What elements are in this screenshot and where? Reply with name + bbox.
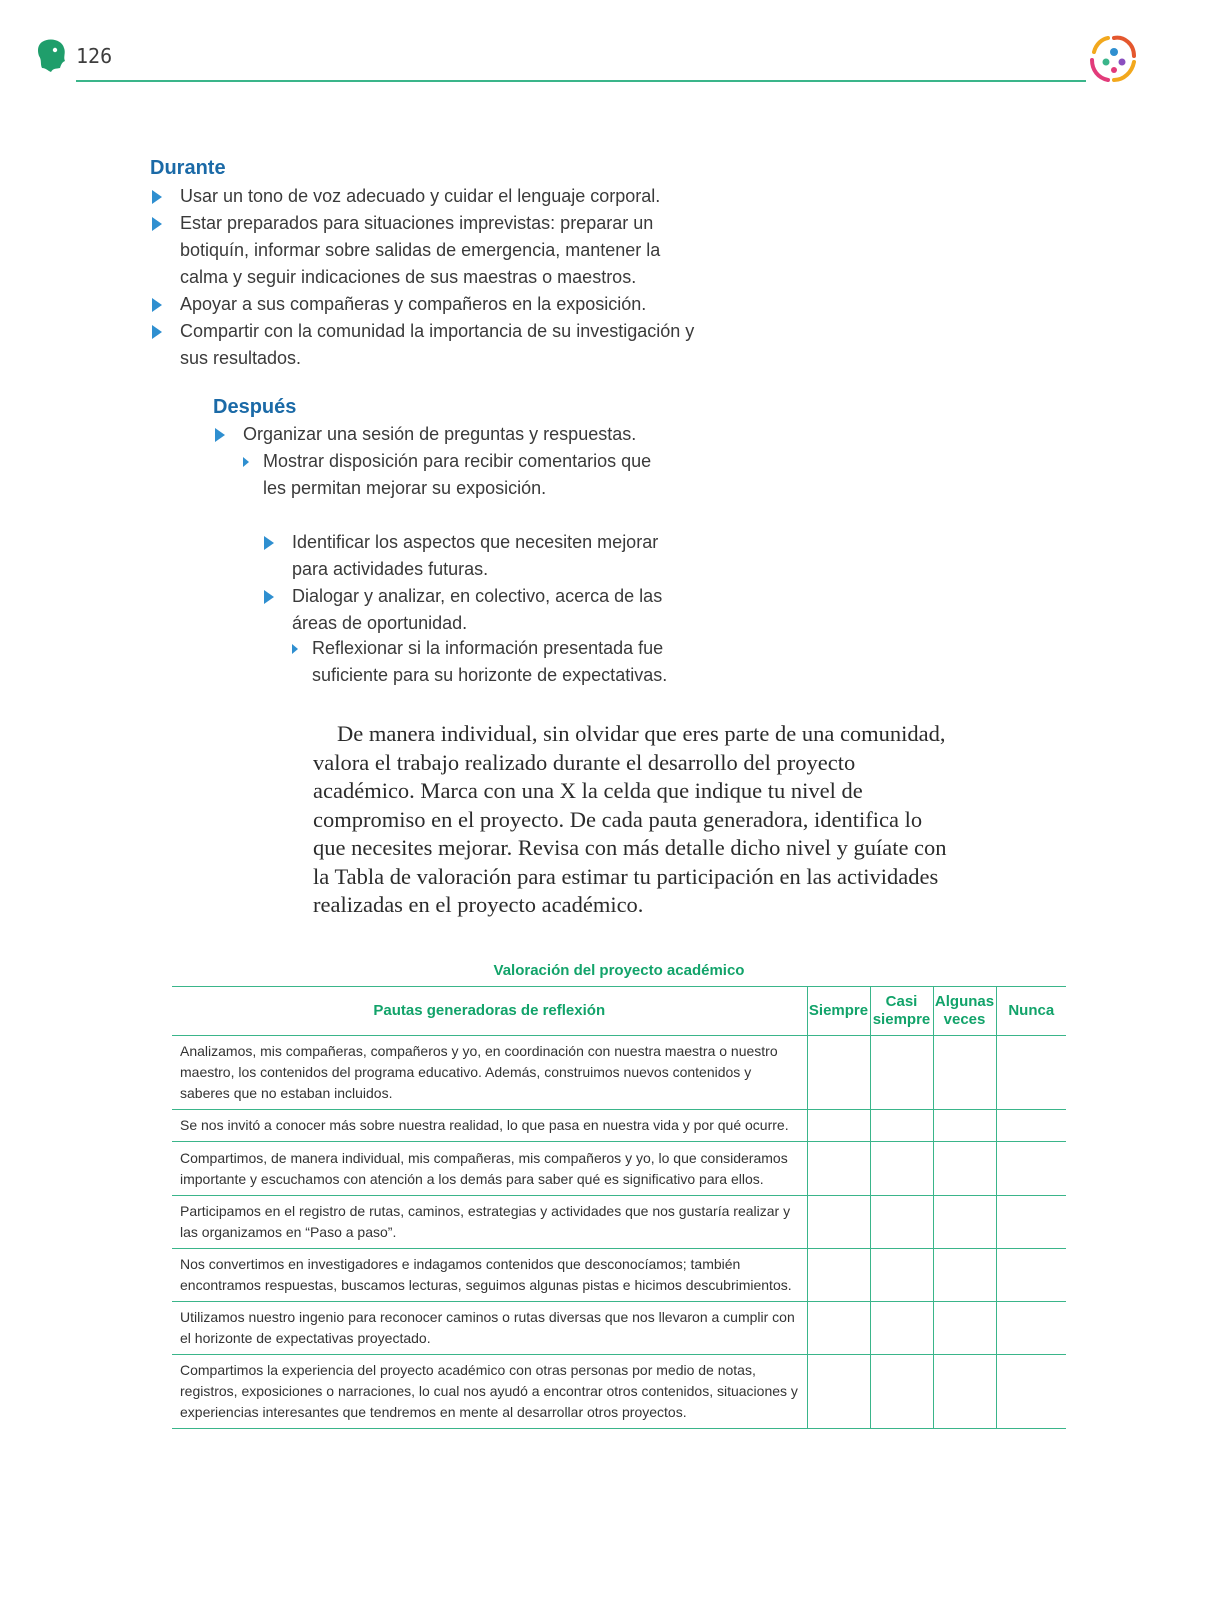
mark-cell-algunas-veces[interactable]: [933, 1196, 996, 1249]
mark-cell-casi-siempre[interactable]: [870, 1355, 933, 1429]
despues-list-4: [290, 635, 730, 689]
mark-cell-casi-siempre[interactable]: [870, 1110, 933, 1142]
mark-cell-nunca[interactable]: [996, 1196, 1066, 1249]
header-nunca: Nunca: [996, 987, 1066, 1036]
mark-cell-nunca[interactable]: [996, 1302, 1066, 1355]
mark-cell-siempre[interactable]: [807, 1249, 870, 1302]
mark-cell-nunca[interactable]: [996, 1249, 1066, 1302]
pauta-cell: Analizamos, mis compañeras, compañeros y yo, en coordinación con nuestra maestra o nuestro maestro, los contenidos del programa educativo. Además, construimos nuevos contenidos y saberes que no estaban incluidos.: [172, 1036, 807, 1110]
table-row: [172, 1142, 1066, 1196]
table-row: [172, 1196, 1066, 1249]
list-item: Identificar los aspectos que necesiten mejorar para actividades futuras.: [262, 529, 692, 583]
bullet-small-icon: [243, 457, 249, 467]
table-caption: Valoración del proyecto académico: [493, 962, 745, 979]
mark-cell-casi-siempre[interactable]: [870, 1196, 933, 1249]
list-item: Mostrar disposición para recibir comentarios que les permitan mejorar su exposición.: [241, 448, 661, 502]
bullet-triangle-icon: [152, 298, 162, 312]
instruction-paragraph: De manera individual, sin olvidar que eres parte de una comunidad, valora el trabajo realizado durante el desarrollo del proyecto académico. Marca con una X la celda que indique tu nivel de compromiso en el proyecto. De cada pauta generadora, identifica lo que necesites mejorar. Revisa con más detalle dicho nivel y guíate con la Tabla de valoración para estimar tu participación en las actividades realizadas en el proyecto académico.: [313, 721, 947, 917]
list-item: Reflexionar si la información presentada fue suficiente para su horizonte de expectativas.: [290, 635, 730, 689]
pauta-cell: Se nos invitó a conocer más sobre nuestra realidad, lo que pasa en nuestra vida y por qué ocurre.: [172, 1110, 807, 1142]
pauta-cell: Utilizamos nuestro ingenio para reconocer caminos o rutas diversas que nos llevaron a cumplir con el horizonte de expectativas proyectado.: [172, 1302, 807, 1355]
table-row: [172, 1249, 1066, 1302]
mark-cell-siempre[interactable]: [807, 1110, 870, 1142]
pauta-cell: Compartimos, de manera individual, mis compañeras, mis compañeros y yo, lo que consideramos importante y escuchamos con atención a los demás para saber qué es significativo para ellos.: [172, 1142, 807, 1196]
header-rule: [76, 80, 1086, 82]
mark-cell-nunca[interactable]: [996, 1036, 1066, 1110]
header-siempre: Siempre: [807, 987, 870, 1036]
mark-cell-nunca[interactable]: [996, 1142, 1066, 1196]
bullet-triangle-icon: [152, 190, 162, 204]
bullet-triangle-icon: [264, 590, 274, 604]
despues-list-3: [262, 529, 692, 637]
green-head-logo-icon: [36, 38, 68, 74]
list-item: Usar un tono de voz adecuado y cuidar el lenguaje corporal.: [150, 183, 698, 210]
valoracion-table: [172, 986, 1066, 1429]
pauta-cell: Compartimos la experiencia del proyecto académico con otras personas por medio de notas, registros, exposiciones o narraciones, lo cual nos ayudó a encontrar otros contenidos, situaciones y experiencias interesantes que tendremos en mente al desarrollar otros proyectos.: [172, 1355, 807, 1429]
list-item: Compartir con la comunidad la importancia de su investigación y sus resultados.: [150, 318, 698, 372]
mark-cell-nunca[interactable]: [996, 1110, 1066, 1142]
durante-title: Durante: [150, 157, 226, 179]
mark-cell-siempre[interactable]: [807, 1036, 870, 1110]
header-algunas-veces: Algunas veces: [933, 987, 996, 1036]
despues-list-2: [241, 448, 661, 502]
mark-cell-siempre[interactable]: [807, 1355, 870, 1429]
mark-cell-algunas-veces[interactable]: [933, 1036, 996, 1110]
list-item: Estar preparados para situaciones imprevistas: preparar un botiquín, informar sobre salidas de emergencia, mantener la calma y seguir indicaciones de sus maestras o maestros.: [150, 210, 698, 291]
mark-cell-algunas-veces[interactable]: [933, 1355, 996, 1429]
bullet-triangle-icon: [152, 217, 162, 231]
list-item: Apoyar a sus compañeras y compañeros en la exposición.: [150, 291, 698, 318]
bullet-small-icon: [292, 644, 298, 654]
table-row: [172, 1302, 1066, 1355]
mark-cell-algunas-veces[interactable]: [933, 1142, 996, 1196]
mark-cell-casi-siempre[interactable]: [870, 1302, 933, 1355]
mark-cell-nunca[interactable]: [996, 1355, 1066, 1429]
table-row: [172, 1355, 1066, 1429]
page-number: 126: [76, 44, 113, 68]
despues-title: Después: [213, 396, 297, 418]
mark-cell-casi-siempre[interactable]: [870, 1142, 933, 1196]
table-row: [172, 1036, 1066, 1110]
header-pautas: Pautas generadoras de reflexión: [172, 987, 807, 1036]
bullet-triangle-icon: [152, 325, 162, 339]
header-casi-siempre: Casi siempre: [870, 987, 933, 1036]
mark-cell-algunas-veces[interactable]: [933, 1302, 996, 1355]
list-item: Organizar una sesión de preguntas y respuestas.: [213, 421, 653, 448]
table-row: [172, 1110, 1066, 1142]
mark-cell-siempre[interactable]: [807, 1142, 870, 1196]
mark-cell-siempre[interactable]: [807, 1302, 870, 1355]
despues-list-1: [213, 421, 653, 448]
durante-list: [150, 183, 698, 372]
table-header-row: [172, 987, 1066, 1036]
pauta-cell: Participamos en el registro de rutas, caminos, estrategias y actividades que nos gustaría realizar y las organizamos en “Paso a paso”.: [172, 1196, 807, 1249]
mark-cell-siempre[interactable]: [807, 1196, 870, 1249]
mark-cell-casi-siempre[interactable]: [870, 1036, 933, 1110]
list-item: Dialogar y analizar, en colectivo, acerca de las áreas de oportunidad.: [262, 583, 692, 637]
community-circle-logo-icon: [1086, 32, 1142, 86]
bullet-triangle-icon: [215, 428, 225, 442]
mark-cell-algunas-veces[interactable]: [933, 1249, 996, 1302]
bullet-triangle-icon: [264, 536, 274, 550]
mark-cell-casi-siempre[interactable]: [870, 1249, 933, 1302]
mark-cell-algunas-veces[interactable]: [933, 1110, 996, 1142]
pauta-cell: Nos convertimos en investigadores e indagamos contenidos que desconocíamos; también encontramos respuestas, buscamos lecturas, seguimos algunas pistas e hicimos descubrimientos.: [172, 1249, 807, 1302]
